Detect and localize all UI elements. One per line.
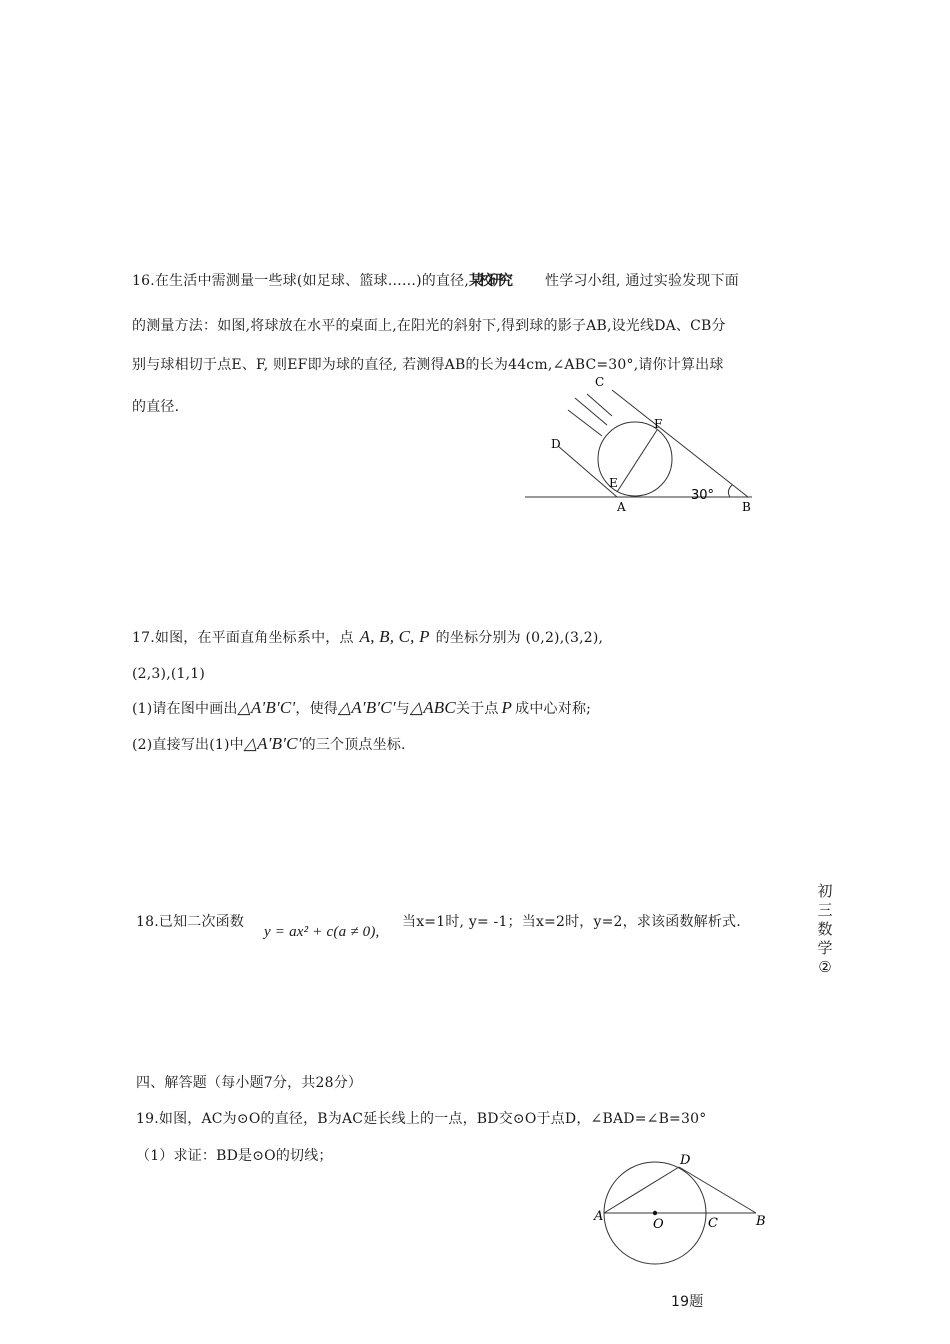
label-e: E (609, 476, 618, 490)
label-c: C (595, 375, 605, 389)
label-b: B (742, 500, 751, 514)
section4-heading: 四、解答题（每小题7分，共28分） (136, 1075, 363, 1091)
q17-points: A, B, C, P (359, 627, 430, 646)
label-o: O (653, 1217, 664, 1232)
q17-line1: 17.如图，在平面直角坐标系中，点 A, B, C, P 的坐标分别为 (0,2),(3,2), (132, 627, 604, 646)
q18-post: 当x=1时, y= -1；当x=2时，y=2，求该函数解析式. (402, 914, 741, 930)
light-ray-3 (587, 394, 612, 416)
side-label: 初 三 数 学 ② (817, 882, 833, 976)
q18-pre: 18.已知二次函数 (136, 914, 245, 930)
q17-part2: (2)直接写出(1)中△A′B′C′的三个顶点坐标. (132, 734, 406, 753)
q16-figure (520, 370, 780, 520)
q17-line2: (2,3),(1,1) (132, 666, 206, 682)
q19-caption: 19题 (671, 1294, 704, 1310)
light-ray-cb (612, 390, 748, 497)
label-a: A (594, 1209, 604, 1224)
q17-part1: (1)请在图中画出△A′B′C′，使得△A′B′C′与△ABC关于点 P 成中心对称; (132, 698, 592, 717)
angle-arc (728, 485, 732, 497)
q19-figure (590, 1150, 775, 1270)
label-b: B (756, 1214, 766, 1229)
line-ad (604, 1167, 679, 1213)
center-dot (653, 1211, 657, 1215)
q19-part1: （1）求证：BD是⊙O的切线； (136, 1148, 333, 1164)
label-f: F (654, 417, 663, 431)
q18-formula: y = ax² + c(a ≠ 0), (264, 924, 380, 940)
label-a: A (617, 500, 626, 514)
q19-line1: 19.如图，AC为⊙O的直径，B为AC延长线上的一点，BD交⊙O于点D，∠BAD=∠B=30° (136, 1111, 707, 1127)
line-bd (679, 1167, 756, 1213)
q16-line1: 16.在生活中需测量一些球(如足球、篮球……)的直径,某校研究 性学习小组, 通过实验发现下面 (132, 273, 739, 289)
label-d: D (551, 437, 561, 451)
q16-line3: 别与球相切于点E、F, 则EF即为球的直径, 若测得AB的长为44cm,∠ABC=30°,请你计算出球 (132, 357, 724, 373)
q16-garbled-text: 某校研究 (469, 273, 510, 289)
q16-line2: 的测量方法：如图,将球放在水平的桌面上,在阳光的斜射下,得到球的影子AB,设光线DA、CB分 (132, 318, 726, 334)
label-angle: 30° (691, 488, 715, 503)
light-ray-2 (575, 398, 607, 425)
diameter-ef (617, 430, 657, 492)
label-c: C (708, 1216, 718, 1231)
q16-line4: 的直径. (132, 399, 180, 415)
light-ray-1 (568, 410, 602, 436)
label-d: D (680, 1153, 691, 1168)
